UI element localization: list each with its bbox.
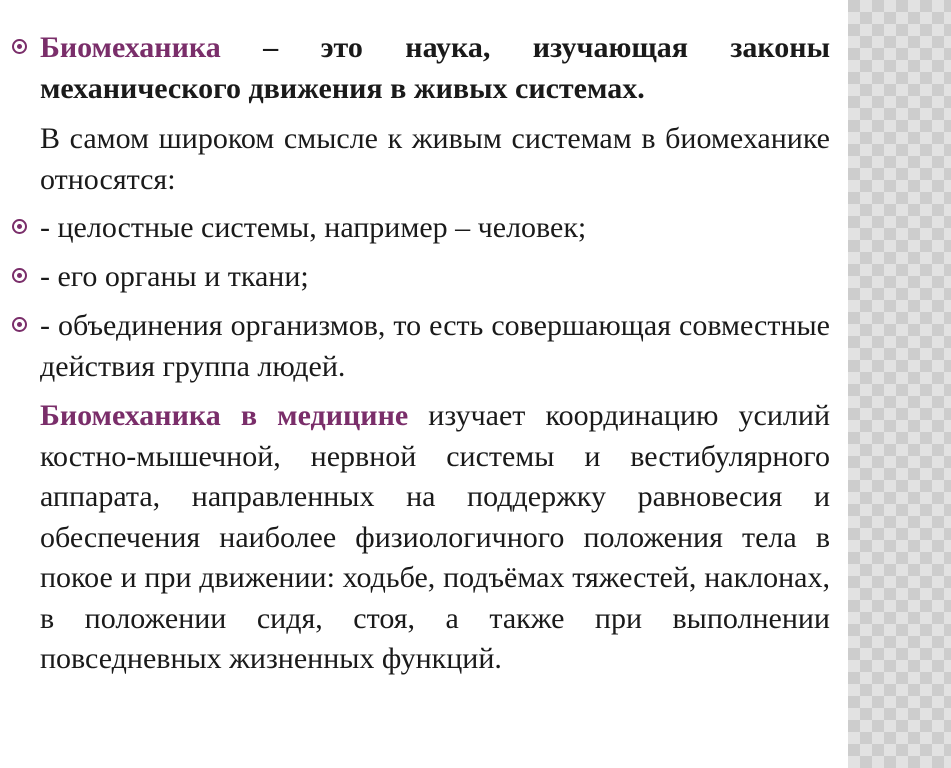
decorative-side-band	[848, 0, 951, 768]
list-item: - его органы и ткани;	[40, 260, 309, 293]
definition-term: Биомеханика	[40, 31, 221, 64]
list-item: - целостные системы, например – человек;	[40, 211, 587, 244]
medicine-text: изучает координацию усилий костно-мышечной, нервной системы и вестибулярного аппарата, направленных на поддержку равновесия и обеспечения наиболее физиологичного положения тела в покое и при движении: ходьбе, подъёмах тяжестей, наклонах, в положении сидя, стоя, а также при выполнении повседневных жизненных функций.	[40, 399, 831, 675]
bullet-icon	[12, 268, 27, 283]
intro-paragraph: В самом широком смысле к живым системам в биомеханике относятся:	[40, 122, 830, 196]
definition-text: это наука, изучающая законы механического движения в живых системах.	[40, 31, 831, 105]
definition-dash: –	[220, 31, 321, 64]
list-item: - объединения организмов, то есть совершающая совместные действия группа людей.	[40, 309, 830, 383]
bullet-icon	[12, 39, 27, 54]
bullet-icon	[12, 219, 27, 234]
bullet-icon	[12, 317, 27, 332]
definition-paragraph	[40, 28, 830, 109]
medicine-term: Биомеханика в медицине	[40, 399, 409, 432]
medicine-paragraph	[40, 396, 830, 680]
